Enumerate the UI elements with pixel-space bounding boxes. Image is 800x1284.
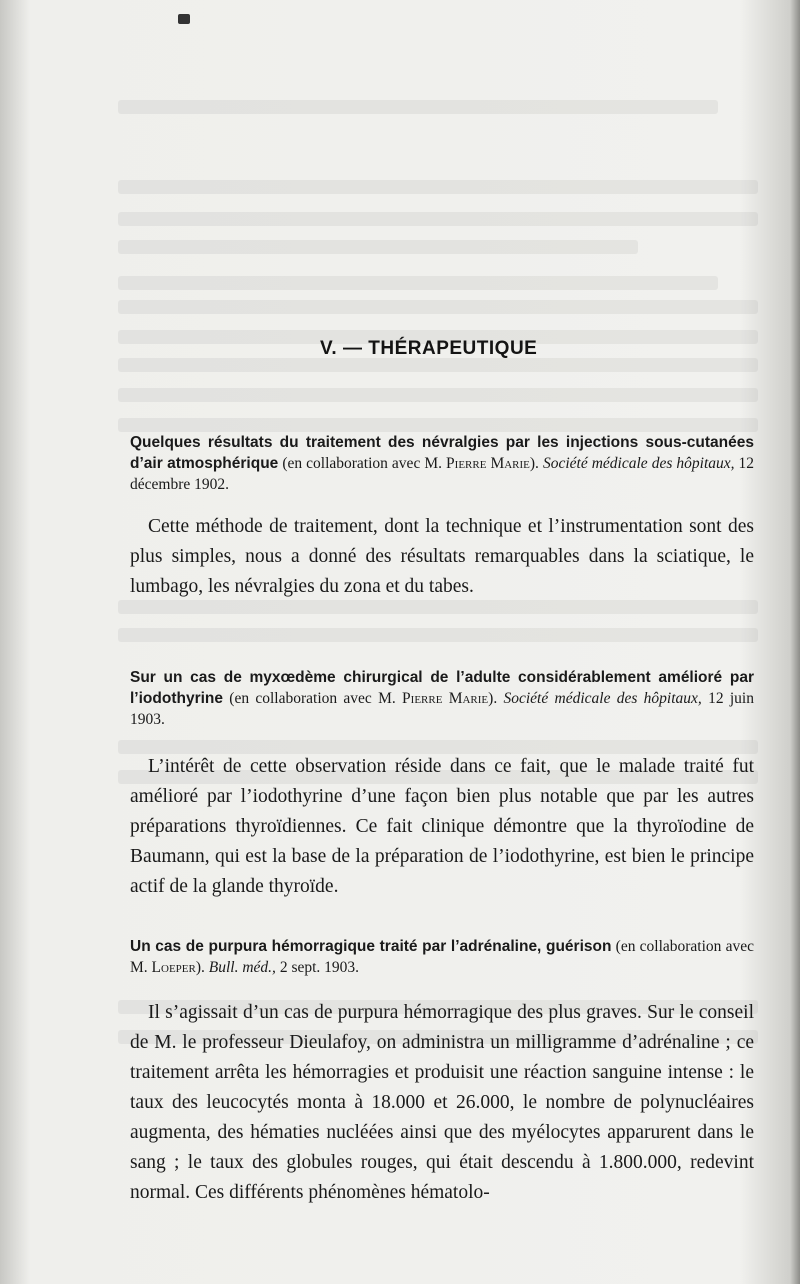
section-title: V. — THÉRAPEUTIQUE xyxy=(320,338,538,359)
entry-1-heading xyxy=(130,432,754,495)
entry-3-body: Il s’agissait d’un cas de purpura hémorragique des plus graves. Sur le conseil de M. le professeur Dieulafoy, on administra un milligramme d’adrénaline ; ce traitement arrêta les hémorragies et produisit une réaction sanguine intense : le taux des leucocytés monta à 18.000 et 26.000, le nombre de polynucléaires augmenta, des hématies nucléées ainsi que des myélocytes apparurent dans le sang ; le taux des globules rouges, qui était descendu à 1.800.000, redevint normal. Ces différents phénomènes hématolo- xyxy=(130,1002,754,1203)
entry-3-source: Bull. méd., xyxy=(208,959,276,976)
entry-3-collab-prefix: (en collaboration avec M. xyxy=(130,938,754,976)
entry-2-source: Société médicale des hôpitaux, xyxy=(503,690,702,707)
entry-1-source: Société médicale des hôpitaux, xyxy=(542,455,735,472)
entry-2-collab-prefix: (en collaboration avec M. xyxy=(229,690,396,707)
entry-2-date: 12 juin 1903. xyxy=(130,690,754,728)
entry-3-title: Un cas de purpura hémorragique traité par l’adrénaline, guérison xyxy=(130,938,612,955)
entry-2-collab-suffix: ). xyxy=(488,690,498,707)
entry-3-collab-name: Loeper xyxy=(151,959,196,976)
entry-3-collab-suffix: ). xyxy=(195,959,205,976)
entry-2-body: L’intérêt de cette observation réside dans ce fait, que le malade traité fut amélioré par l’iodothyrine d’une façon bien plus notable que par les autres préparations thyroïdiennes. Ce fait clinique démontre que la thyroïodine de Baumann, qui est la base de la préparation de l’iodothyrine, est bien le principe actif de la glande thyroïde. xyxy=(130,756,754,897)
ink-mark xyxy=(178,14,190,24)
entry-1-date: 12 décembre 1902. xyxy=(130,455,755,493)
entry-1-collab-prefix: (en collaboration avec M. xyxy=(282,455,442,472)
entry-1-body: Cette méthode de traitement, dont la technique et l’instrumentation sont des plus simples, nous a donné des résultats remarquables dans la sciatique, le lumbago, les névralgies du zona et du tabes. xyxy=(130,516,754,597)
entry-3-date: 2 sept. 1903. xyxy=(279,959,360,976)
entry-2-collab-name: Pierre Marie xyxy=(402,690,489,707)
entry-1-collab-suffix: ). xyxy=(529,455,539,472)
entry-2-heading xyxy=(130,667,754,730)
entry-1-title: Quelques résultats du traitement des névralgies par les injections sous-cutanées d’air atmosphérique xyxy=(130,434,754,472)
entry-1-collab-name: Pierre Marie xyxy=(446,455,530,472)
entry-3-heading xyxy=(130,936,754,978)
entry-2-title: Sur un cas de myxœdème chirurgical de l’adulte considérablement amélioré par l’iodothyrine xyxy=(130,669,754,707)
